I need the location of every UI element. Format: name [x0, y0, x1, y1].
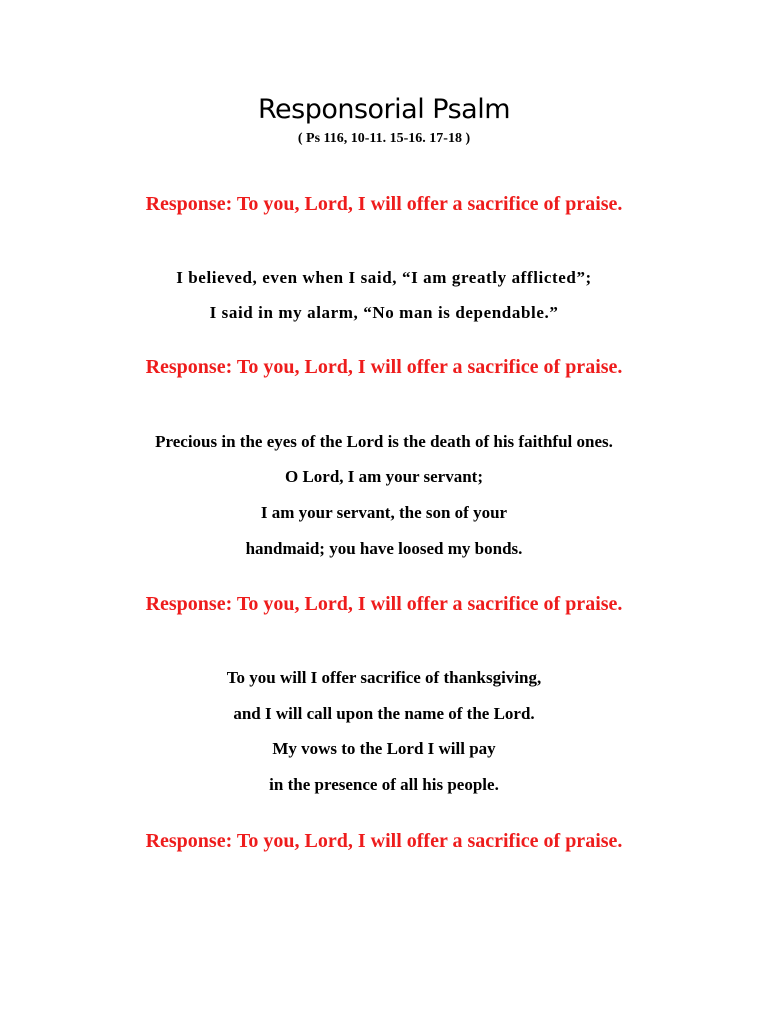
- verse-line: My vows to the Lord I will pay: [272, 739, 496, 758]
- verse-line: To you will I offer sacrifice of thanksgiving,: [226, 668, 542, 687]
- verse-line: O Lord, I am your servant;: [284, 467, 483, 486]
- verse-line: in the presence of all his people.: [269, 775, 499, 794]
- verse-line: and I will call upon the name of the Lord.: [233, 704, 535, 723]
- verse-line: Precious in the eyes of the Lord is the death of his faithful ones.: [155, 432, 613, 451]
- verse-line: I said in my alarm, “No man is dependable.”: [209, 303, 559, 322]
- verse-line: I am your servant, the son of your: [260, 503, 508, 522]
- verse-line: I believed, even when I said, “I am greatly afflicted”;: [176, 268, 592, 287]
- response-line: Response: To you, Lord, I will offer a sacrifice of praise.: [145, 193, 623, 215]
- verse-line: handmaid; you have loosed my bonds.: [245, 539, 523, 558]
- psalm-reference: ( Ps 116, 10-11. 15-16. 17-18 ): [297, 131, 471, 146]
- response-line: Response: To you, Lord, I will offer a sacrifice of praise.: [145, 830, 623, 852]
- response-line: Response: To you, Lord, I will offer a sacrifice of praise.: [145, 356, 623, 378]
- response-line: Response: To you, Lord, I will offer a sacrifice of praise.: [145, 593, 623, 615]
- page-title: Responsorial Psalm: [257, 94, 511, 125]
